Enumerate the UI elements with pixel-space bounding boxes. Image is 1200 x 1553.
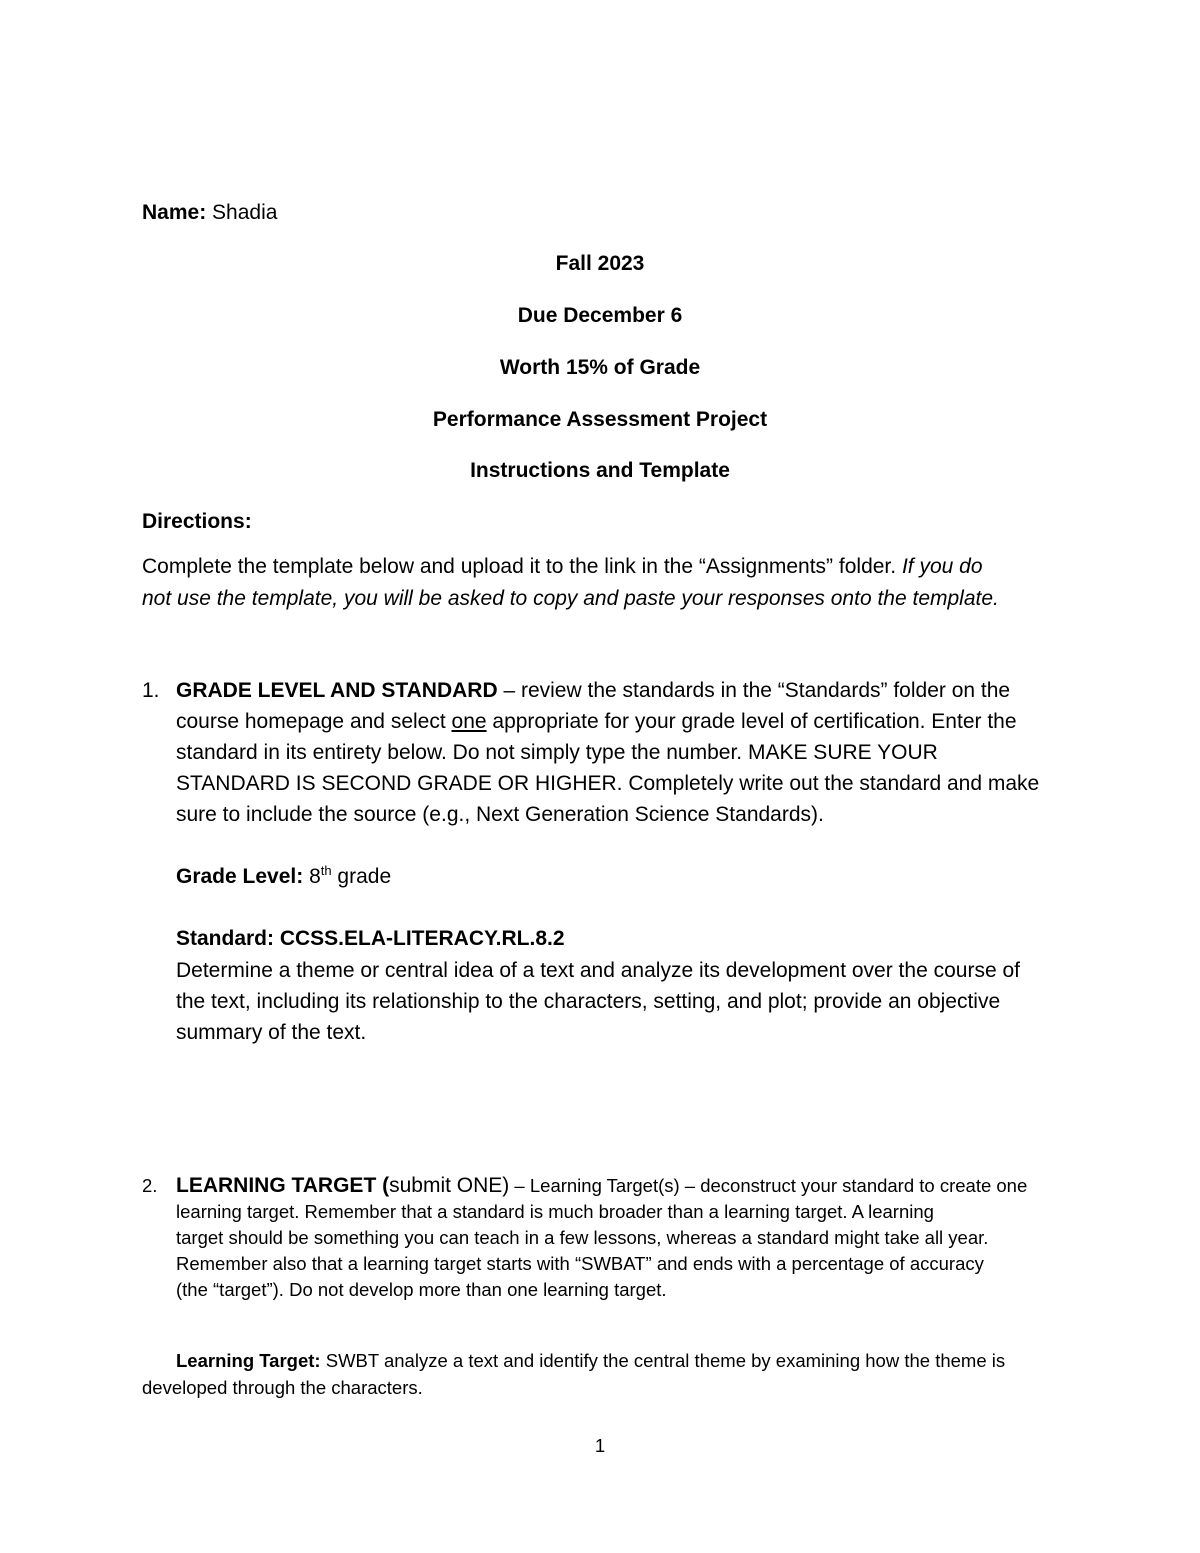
section-1-text: course homepage and select: [176, 710, 452, 733]
grade-level-text: grade: [331, 865, 392, 888]
section-2-submit-note: submit ONE): [389, 1174, 510, 1197]
learning-target-label: Learning Target:: [176, 1350, 321, 1371]
directions-text: Complete the template below and upload it to the link in the “Assignments” folder.: [142, 555, 902, 578]
document-subtitle: Instructions and Template: [470, 459, 730, 482]
grade-level-number: 8: [303, 865, 321, 888]
due-date-line: Due December 6: [517, 304, 683, 327]
standard-text-line-1: Determine a theme or central idea of a text and analyze its development over the course of: [176, 959, 1020, 982]
directions-line-2: not use the template, you will be asked to copy and paste your responses onto the template.: [142, 587, 999, 610]
learning-target-text: SWBT analyze a text and identify the central theme by examining how the theme is: [320, 1350, 1006, 1371]
underlined-word: one: [451, 710, 487, 733]
section-2-line-4: Remember also that a learning target starts with “SWBAT” and ends with a percentage of accuracy: [176, 1253, 984, 1274]
section-1-line-2: [176, 706, 1017, 737]
section-1-line-5: sure to include the source (e.g., Next Generation Science Standards).: [176, 803, 824, 826]
section-2-line-3: target should be something you can teach in a few lessons, whereas a standard might take all year.: [176, 1227, 989, 1248]
section-2-heading-paren: (: [376, 1174, 390, 1197]
grade-weight-line: Worth 15% of Grade: [499, 356, 701, 379]
grade-level-line: [176, 861, 391, 892]
section-1-line-1: [176, 675, 1010, 706]
standard-label: Standard: CCSS.ELA-LITERACY.RL.8.2: [176, 927, 565, 950]
section-1-line-3: standard in its entirety below. Do not simply type the number. MAKE SURE YOUR: [176, 741, 938, 764]
directions-heading: Directions:: [142, 510, 252, 533]
learning-target-line-1: [176, 1348, 1005, 1374]
standard-text-line-3: summary of the text.: [176, 1021, 367, 1044]
section-1-number: 1.: [142, 679, 160, 702]
section-2-line-2: learning target. Remember that a standard is much broader than a learning target. A learning: [176, 1201, 934, 1222]
section-2-text: – Learning Target(s) – deconstruct your standard to create one: [509, 1175, 1028, 1196]
directions-line-1: [142, 551, 983, 582]
section-1-text: appropriate for your grade level of certification. Enter the: [486, 710, 1017, 733]
section-1-text: – review the standards in the “Standards” folder on the: [497, 679, 1011, 702]
grade-level-label: Grade Level:: [176, 865, 304, 888]
section-2-line-1: [176, 1170, 1027, 1201]
section-2-heading: LEARNING TARGET: [176, 1174, 377, 1197]
directions-italic-text: If you do: [901, 555, 983, 578]
name-value: Shadia: [206, 201, 278, 224]
learning-target-line-2: developed through the characters.: [142, 1377, 423, 1398]
section-1-heading: GRADE LEVEL AND STANDARD: [176, 679, 498, 702]
name-label: Name:: [142, 201, 207, 224]
standard-text-line-2: the text, including its relationship to the characters, setting, and plot; provide an objective: [176, 990, 1001, 1013]
section-1-line-4: STANDARD IS SECOND GRADE OR HIGHER. Completely write out the standard and make: [176, 772, 1040, 795]
section-2-number: 2.: [142, 1175, 158, 1196]
term-line: Fall 2023: [555, 252, 645, 275]
grade-level-suffix: th: [320, 863, 332, 878]
document-title: Performance Assessment Project: [432, 408, 768, 431]
page-number: 1: [594, 1435, 606, 1456]
section-2-line-5: (the “target”). Do not develop more than one learning target.: [176, 1279, 667, 1300]
name-line: [142, 197, 277, 228]
